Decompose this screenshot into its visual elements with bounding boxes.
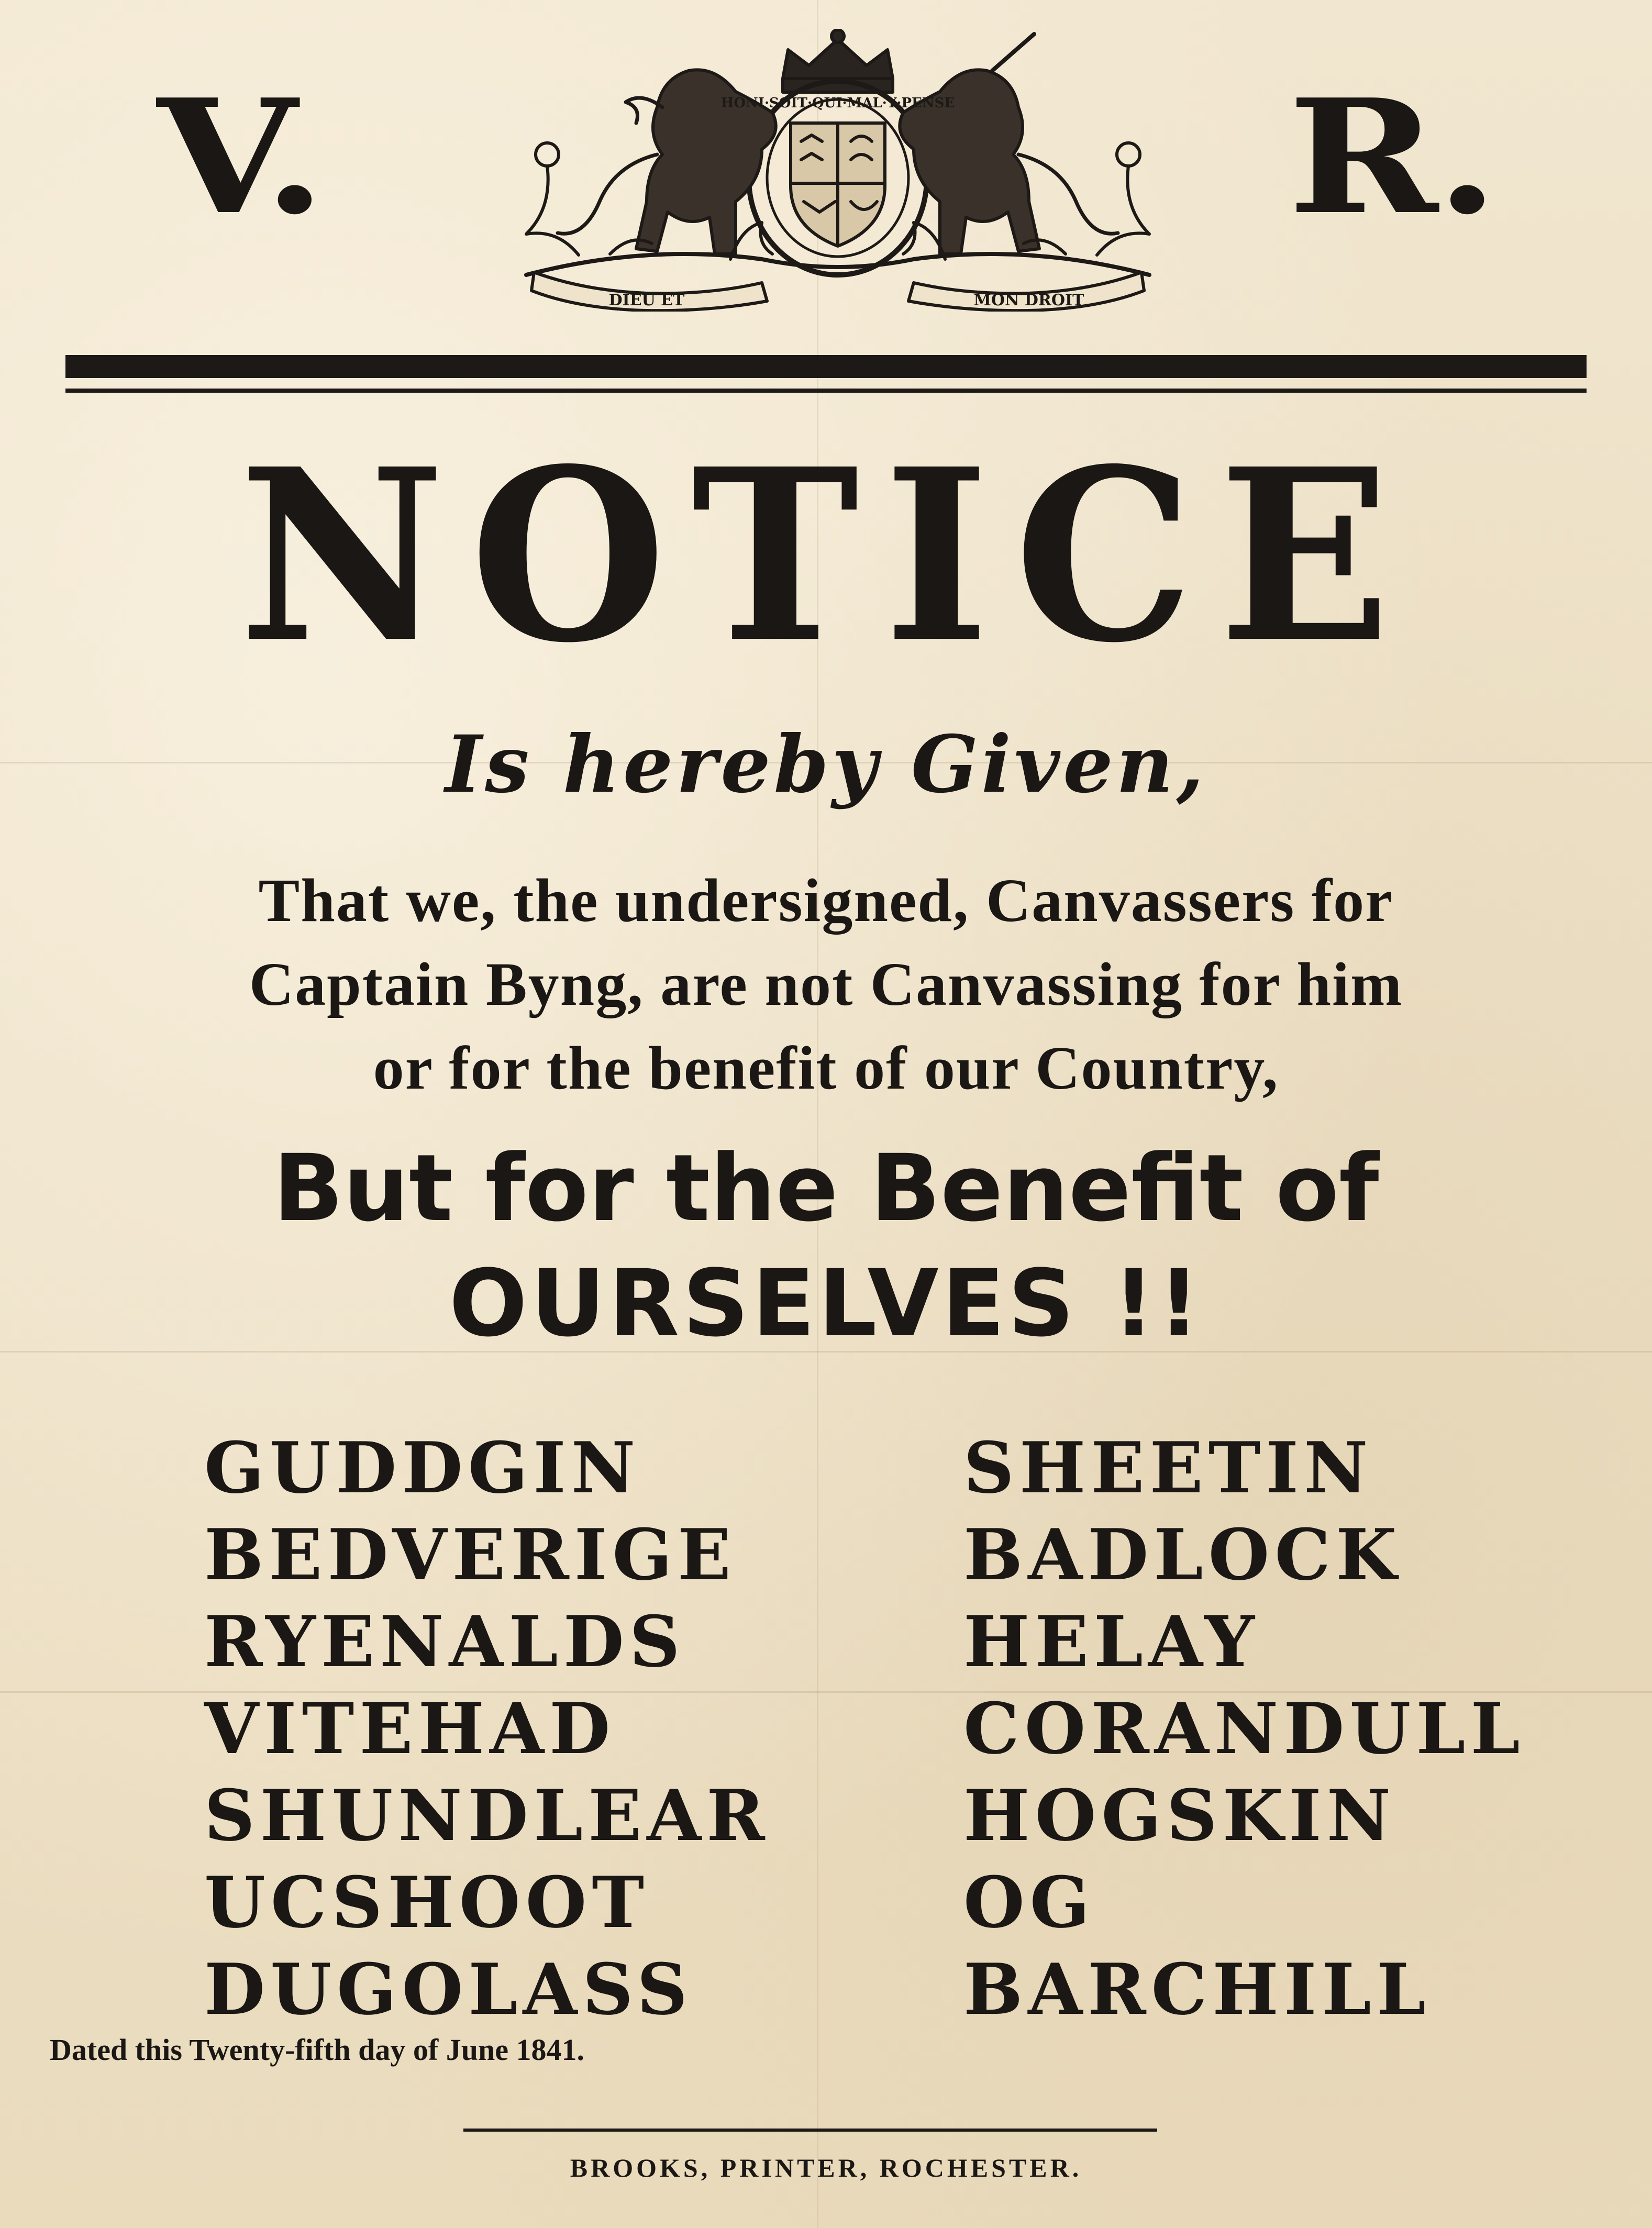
emphasis-line: OURSELVES !! bbox=[449, 1250, 1203, 1357]
signatory-name: BADLOCK bbox=[963, 1513, 1402, 1596]
signatory-name: RYENALDS bbox=[204, 1600, 685, 1683]
royal-coat-of-arms-icon bbox=[490, 29, 1186, 312]
signatory-name: SHUNDLEAR bbox=[204, 1774, 770, 1857]
printer-divider bbox=[463, 2129, 1157, 2132]
signatory-name: BARCHILL bbox=[963, 1948, 1431, 2031]
signatory-name: CORANDULL bbox=[963, 1687, 1525, 1770]
signatory-name: OG bbox=[963, 1861, 1095, 1944]
notice-body-line: or for the benefit of our Country, bbox=[373, 1034, 1279, 1102]
signatories-right-column bbox=[963, 1424, 1525, 2033]
royal-initial-r: R. bbox=[1288, 64, 1496, 249]
royal-initial-v: V. bbox=[157, 64, 324, 249]
header-divider-thin bbox=[65, 389, 1587, 393]
notice-subtitle: Is hereby Given, bbox=[445, 718, 1207, 811]
notice-title: NOTICE bbox=[239, 417, 1416, 695]
emphasis-block bbox=[47, 1131, 1605, 1361]
notice-body bbox=[63, 859, 1589, 1110]
signatory-name: BEDVERIGE bbox=[204, 1513, 736, 1596]
date-line: Dated this Twenty-fifth day of June 1841. bbox=[50, 2033, 584, 2067]
signatory-name: GUDDGIN bbox=[204, 1426, 641, 1509]
header-divider-thick bbox=[65, 355, 1587, 378]
signatory-name: UCSHOOT bbox=[204, 1861, 650, 1944]
signatory-name: DUGOLASS bbox=[204, 1948, 693, 2031]
notice-body-line: Captain Byng, are not Canvassing for him bbox=[249, 950, 1403, 1018]
fold-crease bbox=[817, 0, 818, 2228]
motto-scroll-right: MON DROIT bbox=[973, 291, 1084, 309]
signatory-name: HELAY bbox=[963, 1600, 1260, 1683]
motto-scroll-left: DIEU ET bbox=[608, 291, 685, 309]
signatories-left-column bbox=[204, 1424, 770, 2033]
garter-motto: HONI·SOIT·QUI·MAL·Y·PENSE bbox=[720, 95, 955, 111]
signatory-name: VITEHAD bbox=[204, 1687, 616, 1770]
notice-body-line: That we, the undersigned, Canvassers for bbox=[258, 866, 1394, 935]
emphasis-line: But for the Benefit of bbox=[273, 1135, 1379, 1242]
signatory-name: SHEETIN bbox=[963, 1426, 1373, 1509]
signatory-name: HOGSKIN bbox=[963, 1774, 1396, 1857]
printer-imprint: BROOKS, PRINTER, ROCHESTER. bbox=[570, 2153, 1082, 2182]
